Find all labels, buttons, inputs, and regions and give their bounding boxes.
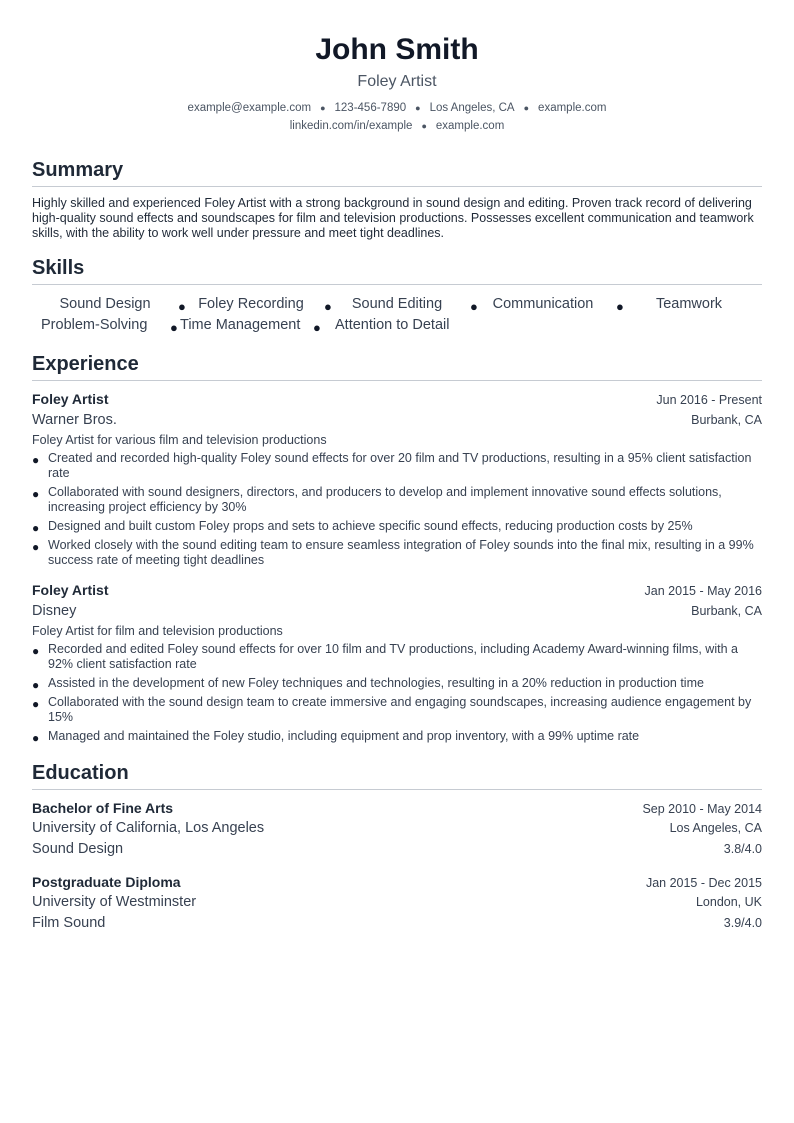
job-bullets — [32, 451, 762, 568]
job-location: Burbank, CA — [691, 413, 762, 427]
separator-dot: ● — [523, 103, 530, 113]
job-date: Jun 2016 - Present — [656, 393, 762, 407]
candidate-name: John Smith — [315, 33, 479, 66]
skills-list — [32, 293, 762, 335]
education-entry — [32, 798, 762, 860]
experience-heading: Experience — [32, 351, 762, 381]
education-date: Sep 2010 - May 2014 — [642, 802, 762, 816]
bullet-icon: ● — [32, 540, 40, 554]
job-date: Jan 2015 - May 2016 — [644, 584, 762, 598]
contact-website[interactable]: example.com — [538, 102, 607, 114]
school: University of California, Los Angeles — [32, 820, 265, 836]
contact-line-1 — [32, 99, 762, 117]
experience-section — [32, 351, 762, 744]
job-entry — [32, 389, 762, 568]
summary-section — [32, 157, 762, 241]
list-item: ● Managed and maintained the Foley studio, including equipment and prop inventory, with a 99% uptime rate — [32, 729, 640, 745]
skill-item: Sound Design — [59, 295, 151, 312]
job-title: Foley Artist — [32, 391, 109, 407]
skill-item: Attention to Detail — [335, 316, 450, 333]
job-bullets — [32, 642, 762, 744]
separator-dot: ● — [421, 121, 427, 131]
job-entry — [32, 580, 762, 744]
list-item: ● Worked closely with the sound editing team to ensure seamless integration of Foley sounds into the final mix, resulting in a 99% success rate of meeting tight deadlines — [32, 538, 754, 567]
gpa: 3.9/4.0 — [723, 916, 762, 930]
education-section — [32, 760, 762, 934]
list-item: ● Recorded and edited Foley sound effects for over 10 film and TV productions, including Academy Award-winning films, with a 92% client satisfaction rate — [32, 642, 738, 671]
school: University of Westminster — [32, 894, 197, 910]
field-of-study: Sound Design — [32, 841, 124, 857]
candidate-title: Foley Artist — [357, 73, 437, 90]
list-item: ● Created and recorded high-quality Foley sound effects for over 20 film and TV productions, resulting in a 95% client satisfaction rate — [32, 451, 752, 480]
degree: Bachelor of Fine Arts — [32, 800, 174, 816]
job-description: Foley Artist for film and television productions — [32, 624, 283, 638]
job-company: Warner Bros. — [32, 412, 117, 428]
contact-line-2 — [32, 117, 762, 135]
contact-linkedin[interactable]: linkedin.com/in/example — [289, 120, 413, 132]
contact-phone[interactable]: 123-456-7890 — [334, 102, 407, 114]
school-location: London, UK — [695, 895, 762, 909]
skill-item: Sound Editing — [351, 295, 443, 312]
summary-text: Highly skilled and experienced Foley Artist with a strong background in sound design and editing. Proven track record of delivering high-quality sound effects and soundscapes for film and television productions. Possesses excellent communication and teamwork skills, with the ability to work well under pressure and meet tight deadlines. — [32, 196, 754, 240]
gpa: 3.8/4.0 — [723, 842, 762, 856]
school-location: Los Angeles, CA — [669, 821, 762, 835]
summary-heading: Summary — [32, 157, 762, 187]
bullet-icon: ● — [32, 731, 40, 745]
education-entry — [32, 872, 762, 934]
skill-item: Teamwork — [655, 295, 723, 312]
list-item: ● Collaborated with sound designers, directors, and producers to develop and implement innovative sound effects solutions, increasing project efficiency by 30% — [32, 485, 722, 514]
bullet-icon: ● — [32, 644, 40, 658]
skill-item: Time Management — [180, 316, 301, 333]
contact-location: Los Angeles, CA — [429, 102, 515, 114]
degree: Postgraduate Diploma — [32, 874, 181, 890]
separator-dot: ● — [415, 103, 421, 113]
job-company: Disney — [32, 603, 77, 619]
skills-heading: Skills — [32, 255, 762, 285]
skill-item: Foley Recording — [198, 295, 304, 312]
contact-email[interactable]: example@example.com — [187, 102, 312, 114]
list-item: ● Assisted in the development of new Foley techniques and technologies, resulting in a 20% reduction in production time — [32, 676, 704, 692]
bullet-icon: ● — [32, 521, 40, 535]
bullet-icon: ● — [32, 487, 40, 501]
list-item: ● Collaborated with the sound design team to create immersive and engaging soundscapes, increasing audience engagement by 15% — [32, 695, 752, 724]
bullet-icon: ● — [32, 453, 40, 467]
skill-item: Communication — [492, 295, 594, 312]
job-location: Burbank, CA — [691, 604, 762, 618]
job-title: Foley Artist — [32, 582, 109, 598]
skills-section — [32, 255, 762, 335]
bullet-icon: ● — [32, 678, 40, 692]
skills-row-2: Problem-Solving ● Time Management ● Attention to Detail — [41, 316, 450, 335]
bullet-icon: ● — [32, 697, 40, 711]
contact-website-2[interactable]: example.com — [435, 120, 505, 132]
separator-dot: ● — [320, 103, 326, 113]
field-of-study: Film Sound — [32, 915, 106, 931]
education-date: Jan 2015 - Dec 2015 — [645, 876, 762, 890]
skill-item: Problem-Solving — [41, 316, 148, 333]
list-item: ● Designed and built custom Foley props and sets to achieve specific sound effects, reducing production costs by 25% — [32, 519, 693, 535]
education-heading: Education — [32, 760, 762, 790]
skills-row-1: Sound Design ● Foley Recording ● Sound Editing ● Communication ● Teamwork — [32, 293, 762, 314]
job-description: Foley Artist for various film and television productions — [32, 433, 327, 447]
